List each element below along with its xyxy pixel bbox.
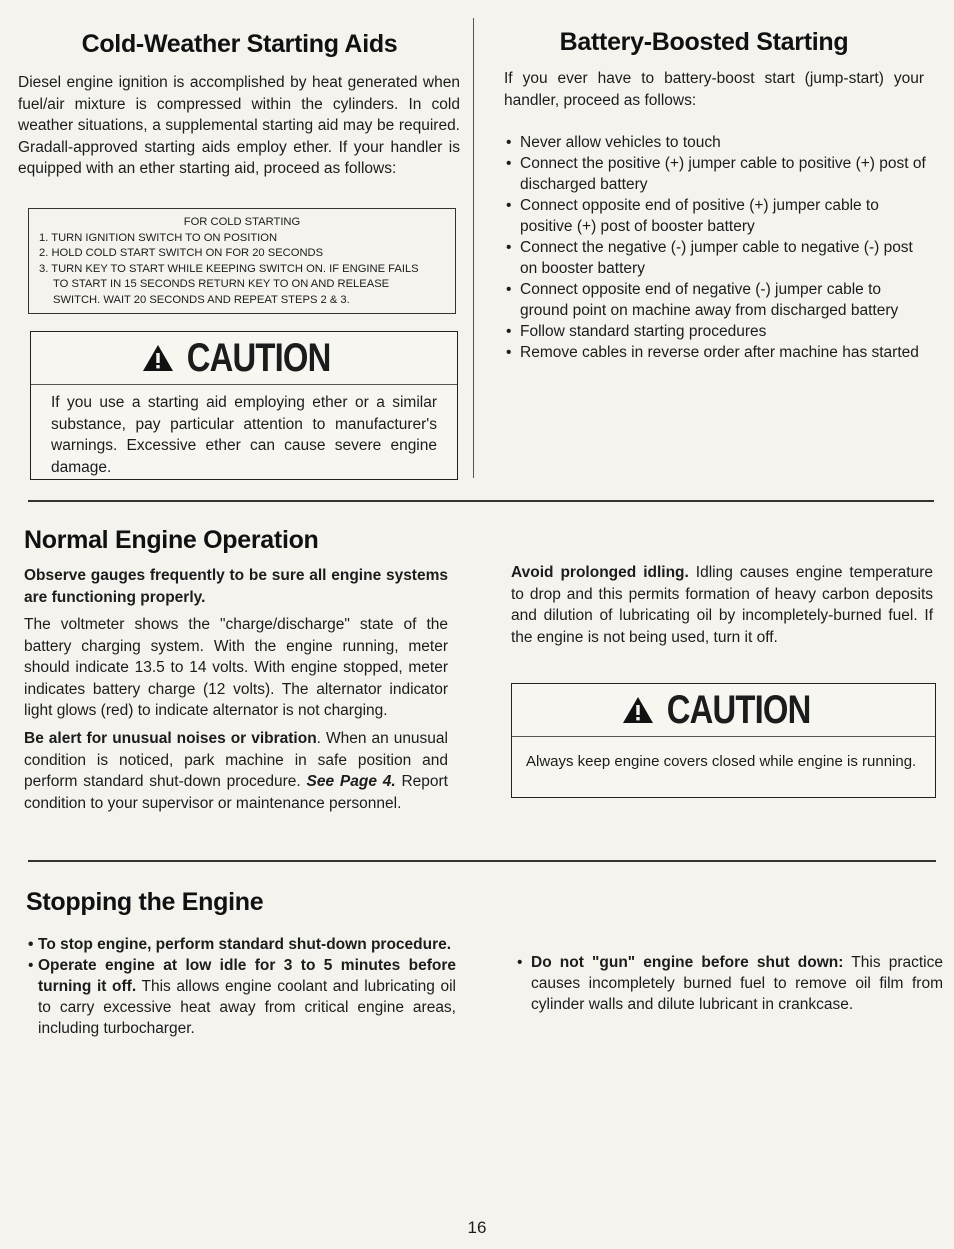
list-item: • Follow standard starting procedures [504,321,926,342]
ether-caution-box [30,331,458,480]
list-item: • Connect opposite end of positive (+) jumper cable to positive (+) post of booster battery [504,195,926,237]
stopping-title: Stopping the Engine [26,888,264,916]
section-divider-bottom [28,860,936,862]
battery-boost-intro: If you ever have to battery-boost start (jump-start) your handler, proceed as follows: [504,70,924,109]
placard-title: FOR COLD STARTING [183,216,301,228]
warning-triangle-icon [621,695,655,725]
list-item [26,955,456,1039]
cold-weather-paragraph: Diesel engine ignition is accomplished by heat generated when fuel/air mixture is compressed within the cylinders. In cold weather situations, a supplemental starting aid may be required. Gradall-approved starting aids employ ether. If your handler is equipped with an ether starting aid, proceed as follows: [18,74,460,177]
placard-step-1: 1. TURN IGNITION SWITCH TO ON POSITION [39,231,278,244]
list-item: • Remove cables in reverse order after machine has started [504,342,926,363]
stopping-list-right [515,952,943,1015]
cold-weather-title: Cold-Weather Starting Aids [81,30,398,58]
cold-start-placard [28,208,456,314]
idling-paragraph [511,562,933,648]
caution-header [31,332,457,385]
list-item: • Connect the positive (+) jumper cable to positive (+) post of discharged battery [504,153,926,195]
observe-gauges-text: Observe gauges frequently to be sure all engine systems are functioning properly. [24,567,448,606]
battery-boost-title: Battery-Boosted Starting [559,28,849,56]
battery-boost-steps [504,132,926,363]
warning-triangle-icon [141,343,175,373]
list-item: • Connect opposite end of negative (-) jumper cable to ground point on machine away from discharged battery [504,279,926,321]
caution-header [512,684,935,737]
gun-engine-bold: Do not "gun" engine before shut down: [531,954,844,971]
alert-text-2: Report condition to your supervisor or maintenance personnel. [24,773,448,812]
voltmeter-paragraph: The voltmeter shows the "charge/discharge" state of the battery charging system. With the engine running, meter should indicate 13.5 to 14 volts. With engine stopped, meter indicates battery charge (12 volts). The alternator indicator light glows (red) to indicate alternator is not charging. [24,616,448,719]
gun-engine-text: This practice causes incompletely burned fuel to remove oil film from cylinder walls and dilute lubricant in crankcase. [531,954,943,1013]
alert-paragraph [24,728,448,814]
placard-step-3: 3. TURN KEY TO START WHILE KEEPING SWITCH ON. IF ENGINE FAILS [39,262,419,275]
alert-text: . When an unusual condition is noticed, park machine in safe position and perform standard shut-down procedure. [24,730,448,790]
section-divider-top [28,500,934,502]
caution-text: Always keep engine covers closed while engine is running. [526,753,917,770]
caution-text: If you use a starting aid employing ether or a similar substance, pay particular attention to manufacturer's warnings. Excessive ether can cause severe engine damage. [51,394,437,476]
column-divider [473,18,474,478]
operate-idle-bold: Operate engine at low idle for 3 to 5 minutes before turning it off. [38,957,456,995]
caution-heading: CAUTION [666,687,811,732]
engine-covers-caution-box [511,683,936,798]
list-item: • To stop engine, perform standard shut-down procedure. [26,934,456,955]
see-page-ref: See Page 4. [306,773,396,790]
stopping-list-left [26,934,456,1039]
placard-step-3-cont2: SWITCH. WAIT 20 SECONDS AND REPEAT STEPS 2 & 3. [53,293,350,306]
idling-bold: Avoid prolonged idling. [511,564,689,581]
normal-operation-title: Normal Engine Operation [24,526,319,554]
alert-bold: Be alert for unusual noises or vibration [24,730,317,747]
list-item: • Connect the negative (-) jumper cable to negative (-) post on booster battery [504,237,926,279]
placard-step-2: 2. HOLD COLD START SWITCH ON FOR 20 SECONDS [39,247,324,259]
caution-heading: CAUTION [187,335,331,380]
idling-text: Idling causes engine temperature to drop and this permits formation of heavy carbon deposits and dilution of lubricating oil by incompletely-burned fuel. If the engine is not being used, turn it off. [511,564,933,646]
placard-step-3-cont: TO START IN 15 SECONDS RETURN KEY TO ON AND RELEASE [53,278,390,290]
list-item: • Never allow vehicles to touch [504,132,926,153]
list-item [515,952,943,1015]
page-number: 16 [467,1218,487,1237]
operate-idle-text: This allows engine coolant and lubricating oil to carry excessive heat away from critical engine areas, including turbocharger. [38,978,456,1037]
